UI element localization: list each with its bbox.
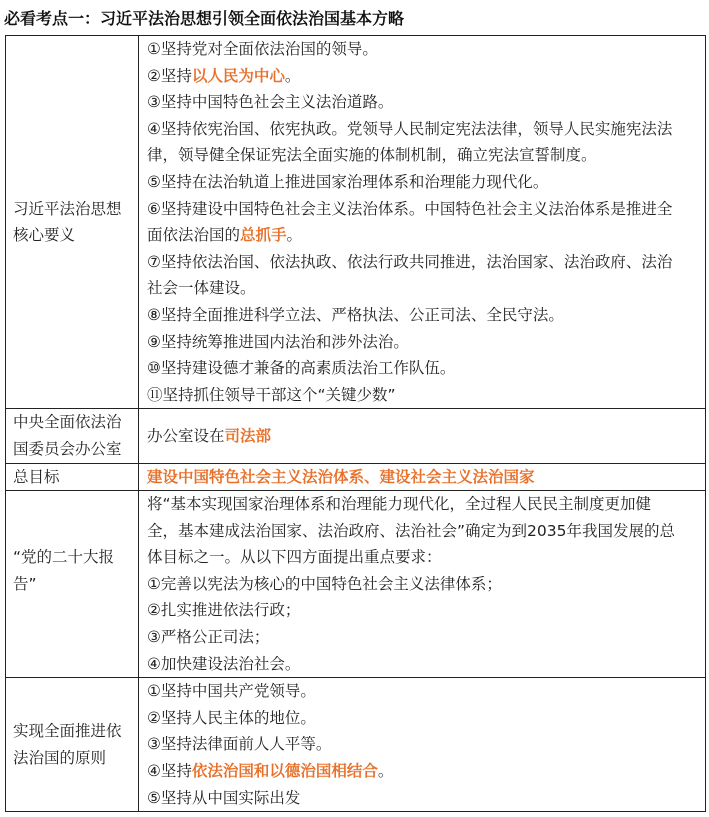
row-label-line: 核心要义 [13, 226, 76, 245]
content-line [147, 571, 705, 598]
content-text: ②扎实推进依法行政； [147, 601, 301, 620]
page-title: 必看考点一：习近平法治思想引领全面依法治国基本方略 [4, 9, 405, 28]
content-text: 律，领导健全保证宪法全面实施的体制机制，确立宪法宣誓制度。 [147, 146, 597, 165]
content-line [147, 597, 705, 624]
table-row-central-committee-office [6, 409, 706, 463]
content-text: ③严格公正司法； [147, 628, 270, 647]
content-text: 。 [286, 226, 303, 245]
content-text: ④加快建设法治社会。 [147, 654, 301, 673]
content-line [147, 275, 705, 302]
content-text: 面依法治国的 [147, 226, 241, 245]
content-line [147, 329, 705, 356]
row-label-line: 总目标 [13, 467, 60, 486]
row-label-line: 法治国的原则 [13, 748, 107, 767]
row-label-line: 习近平法治思想 [13, 199, 122, 218]
content-line [147, 222, 705, 249]
content-text: 体目标之一。从以下四方面提出重点要求： [147, 548, 442, 567]
row-label [6, 678, 139, 812]
content-text: ⑨坚持统筹推进国内法治和涉外法治。 [147, 332, 409, 351]
content-line [147, 705, 705, 732]
content-text: ②坚持 [147, 66, 192, 85]
content-text: 将“基本实现国家治理体系和治理能力现代化，全过程人民民主制度更加健 [147, 495, 652, 514]
content-text: ⑦坚持依法治国、依法执政、依法行政共同推进，法治国家、法治政府、法治 [147, 252, 673, 271]
content-line [147, 758, 705, 785]
content-line [147, 196, 705, 223]
row-content [139, 678, 706, 812]
content-line [147, 518, 705, 545]
content-line [147, 491, 705, 518]
row-label [6, 409, 139, 463]
content-text: ⑤坚持在法治轨道上推进国家治理体系和治理能力现代化。 [147, 172, 549, 191]
content-line [147, 142, 705, 169]
row-content [139, 463, 706, 491]
row-content [139, 491, 706, 678]
table-row-overall-goal [6, 463, 706, 491]
content-text: ③坚持法律面前人人平等。 [147, 735, 332, 754]
content-line [147, 423, 705, 450]
content-line [147, 355, 705, 382]
content-text: ⑥坚持建设中国特色社会主义法治体系。中国特色社会主义法治体系是推进全 [147, 199, 673, 218]
summary-table [5, 35, 706, 812]
row-label-line: 实现全面推进依 [13, 722, 122, 741]
table-row-principles [6, 678, 706, 812]
content-line [147, 731, 705, 758]
content-line [147, 678, 705, 705]
content-line [147, 464, 705, 491]
content-line [147, 63, 705, 90]
content-line [147, 544, 705, 571]
row-label [6, 491, 139, 678]
table-row-twentieth-congress-report [6, 491, 706, 678]
content-line [147, 36, 705, 63]
row-label-line: 中央全面依法治 [13, 413, 122, 432]
content-text: ⑩坚持建设德才兼备的高素质法治工作队伍。 [147, 359, 456, 378]
content-text: 社会一体建设。 [147, 279, 256, 298]
row-content [139, 36, 706, 409]
content-text: 全，基本建成法治国家、法治政府、法治社会”确定为到2035年我国发展的总 [147, 521, 675, 540]
content-text: 。 [284, 66, 301, 85]
highlighted-text: 总抓手 [240, 226, 287, 245]
content-text: ⑧坚持全面推进科学立法、严格执法、公正司法、全民守法。 [147, 305, 564, 324]
content-line [147, 651, 705, 678]
highlighted-text: 司法部 [224, 426, 272, 445]
content-line [147, 624, 705, 651]
content-line [147, 785, 705, 812]
content-text: ①完善以宪法为核心的中国特色社会主义法律体系； [147, 574, 502, 593]
content-text: ②坚持人民主体的地位。 [147, 708, 316, 727]
table-row-core-essentials [6, 36, 706, 409]
row-content [139, 409, 706, 463]
content-text: ⑪坚持抓住领导干部这个“关键少数” [147, 385, 396, 404]
row-label-line: “党的二十大报 [13, 548, 115, 567]
content-line [147, 169, 705, 196]
content-text: 。 [377, 762, 394, 781]
content-line [147, 302, 705, 329]
content-text: ⑤坚持从中国实际出发 [147, 788, 301, 807]
row-label-line: 告” [13, 574, 37, 593]
content-text: ④坚持依宪治国、依宪执政。党领导人民制定宪法法律，领导人民实施宪法法 [147, 119, 673, 138]
content-line [147, 116, 705, 143]
row-label [6, 36, 139, 409]
content-text: ①坚持中国共产党领导。 [147, 682, 316, 701]
highlighted-text: 以人民为中心 [191, 66, 285, 85]
content-text: ③坚持中国特色社会主义法治道路。 [147, 93, 394, 112]
content-text: ①坚持党对全面依法治国的领导。 [147, 40, 378, 58]
row-label [6, 463, 139, 491]
content-line [147, 249, 705, 276]
highlighted-text: 建设中国特色社会主义法治体系、建设社会主义法治国家 [147, 467, 535, 486]
content-text: ④坚持 [147, 762, 192, 781]
content-text: 办公室设在 [147, 426, 225, 445]
highlighted-text: 依法治国和以德治国相结合 [191, 762, 378, 781]
content-line [147, 89, 705, 116]
content-line [147, 382, 705, 409]
row-label-line: 国委员会办公室 [13, 439, 122, 458]
